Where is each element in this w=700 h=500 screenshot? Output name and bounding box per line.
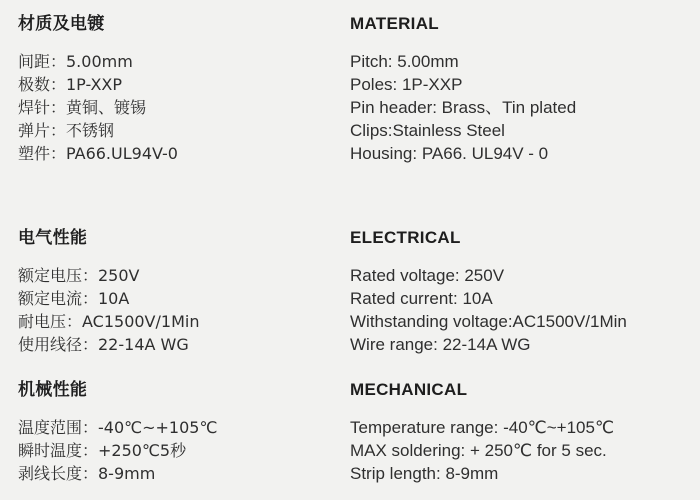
en-mechanical-section bbox=[350, 378, 695, 485]
cn-mechanical-list bbox=[18, 416, 318, 485]
en-mechanical-title: MECHANICAL bbox=[350, 380, 468, 399]
cn-electrical-list bbox=[18, 264, 318, 356]
en-material-title: MATERIAL bbox=[350, 14, 439, 33]
en-mechanical-row: Temperature range: -40℃~+105℃ bbox=[350, 418, 615, 437]
en-electrical-row: Rated current: 10A bbox=[350, 289, 493, 308]
en-material-row: Poles: 1P-XXP bbox=[350, 75, 463, 94]
cn-electrical-row: 额定电压：250V bbox=[18, 266, 140, 285]
en-electrical-row: Rated voltage: 250V bbox=[350, 266, 505, 285]
cn-electrical-row: 耐电压：AC1500V/1Min bbox=[18, 312, 200, 331]
en-mechanical-list bbox=[350, 416, 695, 485]
cn-material-row: 弹片：不锈钢 bbox=[18, 121, 115, 140]
cn-mechanical-row: 温度范围：-40℃~+105℃ bbox=[18, 418, 218, 437]
cn-material-list bbox=[18, 50, 318, 165]
cn-mechanical-section bbox=[18, 378, 318, 485]
en-material-row: Pin header: Brass、Tin plated bbox=[350, 98, 577, 117]
cn-mechanical-row: 瞬时温度：+250℃5秒 bbox=[18, 441, 187, 460]
en-electrical-section bbox=[350, 226, 695, 356]
en-material-row: Clips:Stainless Steel bbox=[350, 121, 505, 140]
en-material-list bbox=[350, 50, 695, 165]
cn-material-row: 极数：1P-XXP bbox=[18, 75, 123, 94]
en-material-row: Housing: PA66. UL94V - 0 bbox=[350, 144, 549, 163]
cn-material-title: 材质及电镀 bbox=[18, 14, 105, 34]
cn-material-section bbox=[18, 12, 318, 165]
cn-electrical-section bbox=[18, 226, 318, 356]
en-mechanical-row: Strip length: 8-9mm bbox=[350, 464, 499, 483]
cn-electrical-row: 额定电流：10A bbox=[18, 289, 130, 308]
cn-material-row: 间距：5.00mm bbox=[18, 52, 133, 71]
en-material-row: Pitch: 5.00mm bbox=[350, 52, 459, 71]
cn-mechanical-row: 剥线长度：8-9mm bbox=[18, 464, 156, 483]
en-electrical-list bbox=[350, 264, 695, 356]
cn-material-row: 塑件：PA66.UL94V-0 bbox=[18, 144, 178, 163]
en-electrical-row: Withstanding voltage:AC1500V/1Min bbox=[350, 312, 627, 331]
en-electrical-title: ELECTRICAL bbox=[350, 228, 461, 247]
cn-material-row: 焊针：黄铜、镀锡 bbox=[18, 98, 147, 117]
en-electrical-row: Wire range: 22-14A WG bbox=[350, 335, 531, 354]
en-material-section bbox=[350, 12, 695, 165]
cn-electrical-title: 电气性能 bbox=[18, 228, 88, 248]
cn-electrical-row: 使用线径：22-14A WG bbox=[18, 335, 189, 354]
cn-mechanical-title: 机械性能 bbox=[18, 380, 88, 400]
en-mechanical-row: MAX soldering: + 250℃ for 5 sec. bbox=[350, 441, 607, 460]
